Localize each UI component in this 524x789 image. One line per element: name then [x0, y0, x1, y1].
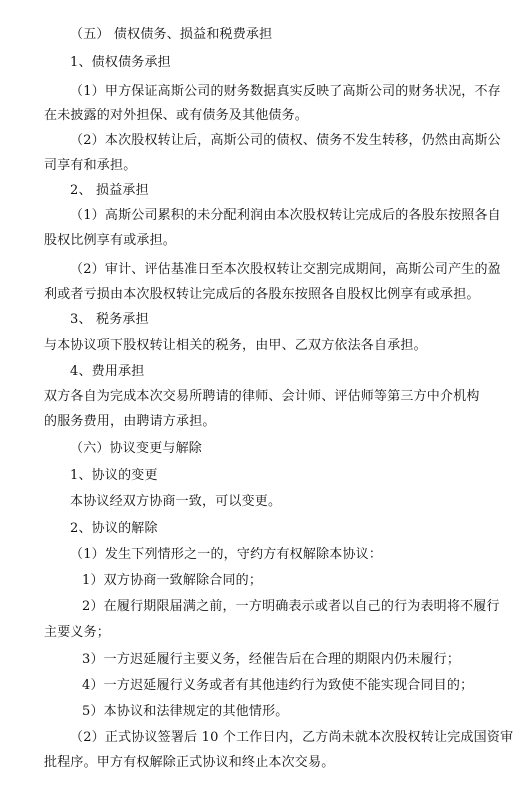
subheading-termination: 2、协议的解除 [70, 521, 158, 536]
paragraph-line: 本协议经双方协商一致，可以变更。 [70, 494, 282, 509]
paragraph-line: （2）本次股权转让后，高斯公司的债权、债务不发生转移，仍然由高斯公 [70, 133, 501, 148]
paragraph-line: 的服务费用，由聘请方承担。 [44, 414, 216, 429]
paragraph-line: 双方各自为完成本次交易所聘请的律师、会计师、评估师等第三方中介机构 [44, 389, 480, 404]
list-item: 3）一方迟延履行主要义务，经催告后在合理的期限内仍未履行； [82, 652, 461, 667]
paragraph-line: （2）审计、评估基准日至本次股权转让交割完成期间，高斯公司产生的盈 [70, 262, 501, 277]
list-item: 5）本协议和法律规定的其他情形。 [82, 704, 289, 719]
paragraph-line: 在未披露的对外担保、或有债务及其他债务。 [44, 108, 309, 123]
paragraph-line: 股权比例享有或承担。 [44, 233, 177, 248]
subheading-tax: 3、 税务承担 [70, 312, 149, 327]
paragraph-line: 利或者亏损由本次股权转让完成后的各股东按照各自股权比例享有或承担。 [44, 287, 480, 302]
paragraph-line: 与本协议项下股权转让相关的税务，由甲、乙双方依法各自承担。 [44, 338, 427, 353]
section-heading-6: （六）协议变更与解除 [70, 441, 203, 456]
subheading-debt-assumption: 1、债权债务承担 [70, 55, 171, 70]
list-item: 4）一方迟延履行义务或者有其他违约行为致使不能实现合同目的； [82, 678, 474, 693]
subheading-amendment: 1、协议的变更 [70, 468, 158, 483]
paragraph-line: （1）甲方保证高斯公司的财务数据真实反映了高斯公司的财务状况，不存 [70, 84, 501, 99]
subheading-expenses: 4、费用承担 [70, 364, 145, 379]
list-item: 1）双方协商一致解除合同的； [82, 573, 263, 588]
subheading-profit-loss: 2、 损益承担 [70, 183, 149, 198]
paragraph-line: （1）发生下列情形之一的，守约方有权解除本协议： [70, 547, 383, 562]
list-item: 2）在履行期限届满之前，一方明确表示或者以自己的行为表明将不履行 [82, 599, 500, 614]
list-item-continuation: 主要义务； [44, 625, 111, 640]
paragraph-line: （1）高斯公司累积的未分配利润由本次股权转让完成后的各股东按照各自 [70, 208, 501, 223]
section-heading-5: （五） 债权债务、损益和税费承担 [70, 27, 273, 42]
paragraph-line: （2）正式协议签署后 10 个工作日内，乙方尚未就本次股权转让完成国资审 [70, 730, 514, 745]
paragraph-line: 司享有和承担。 [44, 158, 137, 173]
paragraph-line: 批程序。甲方有权解除正式协议和终止本次交易。 [44, 755, 335, 770]
